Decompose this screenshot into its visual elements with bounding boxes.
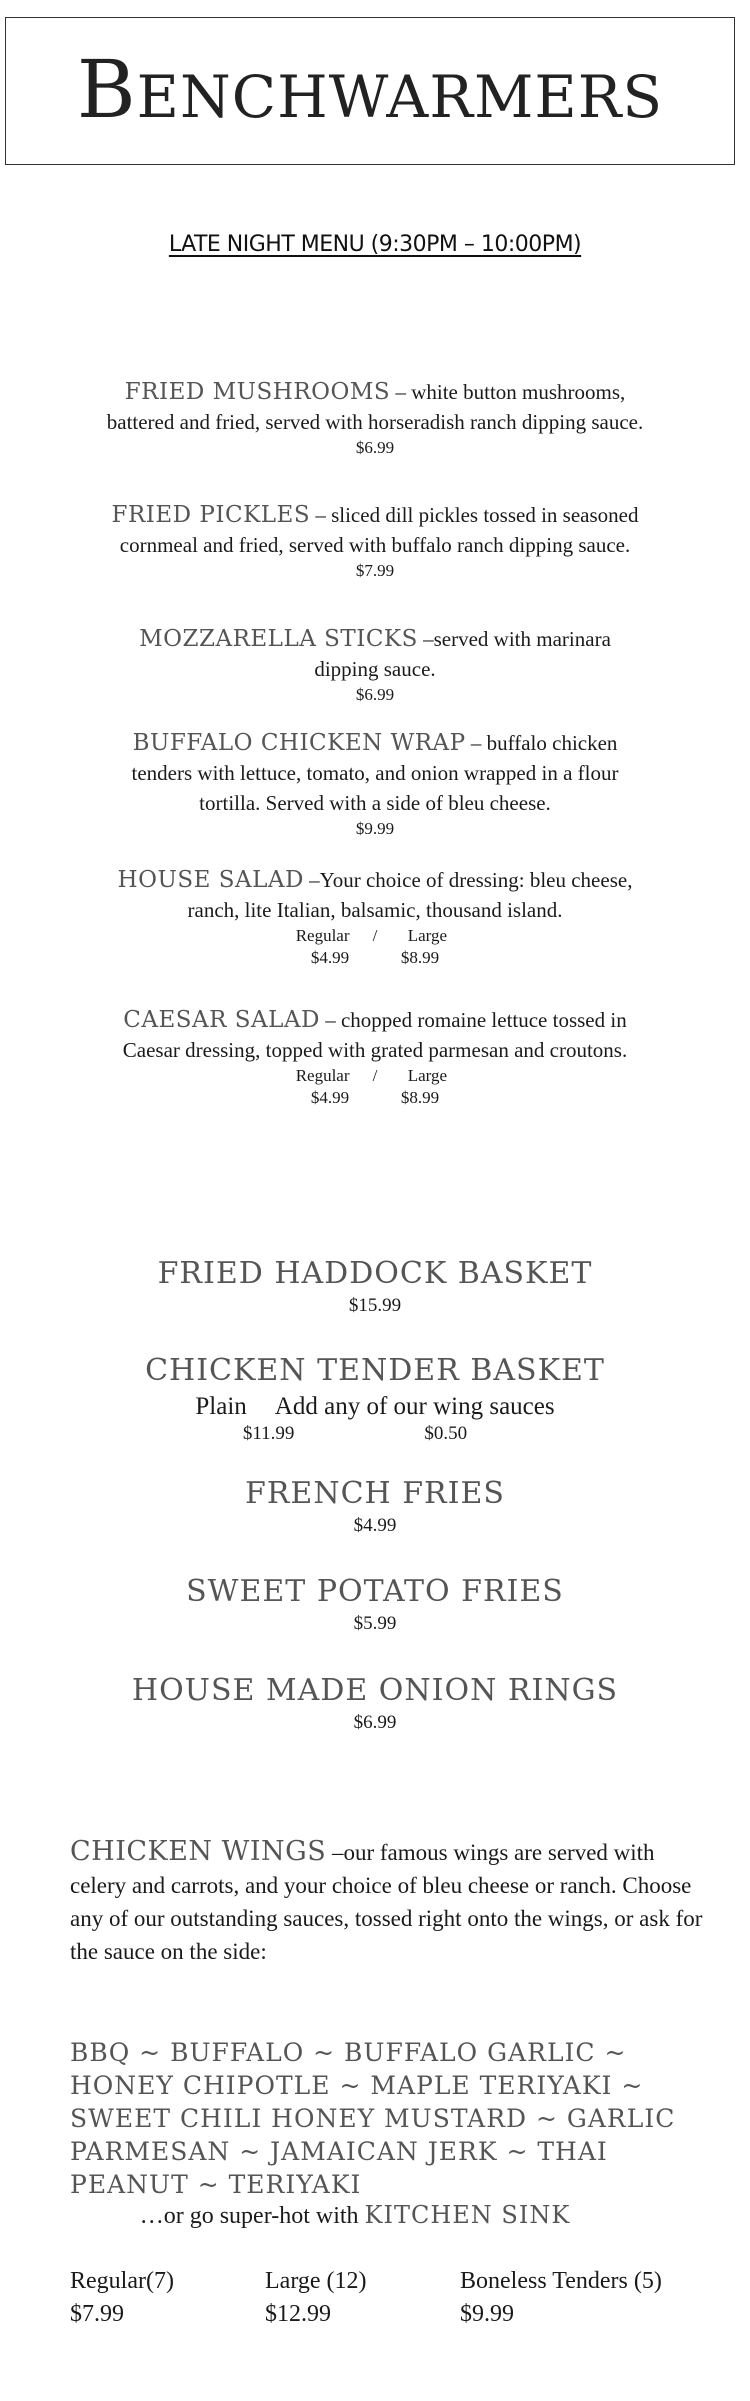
item-desc: – white button mushrooms, battered and fried, served with horseradish ranch dipping sauce. [106,380,644,434]
price-sauce: $0.50 [424,1423,468,1444]
item-price: $15.99 [348,1295,402,1316]
size-prices [105,1087,645,1109]
menu-item-house-salad [105,865,645,969]
wing-size-label: Large (12) [265,2268,367,2294]
wing-size-price: $12.99 [265,2301,331,2327]
size-labels [105,1065,645,1087]
menu-item-buffalo-chicken-wrap [105,728,645,840]
size-regular-label: Regular [295,926,350,945]
size-large-label: Large [407,1066,448,1085]
item-price: $6.99 [355,438,395,457]
size-prices [105,947,645,969]
item-name: SWEET POTATO FRIES [186,1574,564,1609]
option-sauce: Add any of our wing sauces [274,1393,555,1420]
wing-size-price: $9.99 [460,2301,514,2327]
wing-sauces: BBQ ~ BUFFALO ~ BUFFALO GARLIC ~ HONEY CHIPOTLE ~ MAPLE TERIYAKI ~ SWEET CHILI HONEY MUSTARD ~ GARLIC PARMESAN ~ JAMAICAN JERK ~ THAI PEANUT ~ TERIYAKI [70,2038,676,2199]
wing-size-large [265,2265,460,2331]
title-box [5,17,735,165]
price-large: $8.99 [400,948,440,967]
size-divider: / [372,926,378,945]
item-price: $6.99 [355,685,395,704]
title-initial: B [76,43,137,136]
tender-prices [0,1422,750,1446]
wing-prices [70,2265,720,2331]
super-hot-prefix: …or go super-hot with [139,2203,365,2229]
item-name: MOZZARELLA STICKS [139,626,418,652]
size-divider: / [372,1066,378,1085]
super-hot-line [0,2200,750,2231]
item-price: $9.99 [355,819,395,838]
option-plain: Plain [195,1393,247,1420]
item-name: HOUSE MADE ONION RINGS [131,1673,619,1708]
wing-size-regular [70,2265,265,2331]
menu-item-french-fries [0,1475,750,1539]
item-desc: –served with marinara dipping sauce. [314,627,611,681]
restaurant-title [6,43,734,136]
item-desc: – chopped romaine lettuce tossed in Caesar dressing, topped with grated parmesan and croutons. [122,1008,628,1062]
menu-item-fried-mushrooms [105,377,645,459]
item-price: $6.99 [353,1712,397,1733]
item-name: FRIED HADDOCK BASKET [157,1256,593,1291]
wing-size-label: Regular(7) [70,2268,174,2294]
item-desc: –our famous wings are served with celery and carrots, and your choice of bleu cheese or ranch. Choose any of our outstanding sauces, tossed right onto the wings, or ask for the sauce on the side: [70,1840,703,1964]
item-name: FRIED PICKLES [111,502,311,528]
menu-item-fried-haddock-basket [0,1255,750,1319]
menu-item-chicken-wings [70,1835,710,1968]
item-price: $5.99 [353,1613,397,1634]
item-price: $7.99 [355,561,395,580]
size-large-label: Large [407,926,448,945]
item-name: CAESAR SALAD [123,1007,320,1033]
menu-item-onion-rings [0,1672,750,1736]
menu-item-sweet-potato-fries [0,1573,750,1637]
price-large: $8.99 [400,1088,440,1107]
item-name: FRENCH FRIES [245,1476,505,1511]
kitchen-sink-name: KITCHEN SINK [364,2201,571,2229]
tender-options [0,1392,750,1422]
item-name: HOUSE SALAD [117,867,304,893]
price-regular: $4.99 [310,948,350,967]
size-labels [105,925,645,947]
menu-item-caesar-salad [105,1005,645,1109]
size-regular-label: Regular [295,1066,350,1085]
title-rest: ENCHWARMERS [136,63,664,131]
item-price: $4.99 [353,1515,397,1536]
item-desc: –Your choice of dressing: bleu cheese, ranch, lite Italian, balsamic, thousand island. [187,868,633,922]
wing-size-label: Boneless Tenders (5) [460,2268,662,2294]
item-desc: – buffalo chicken tenders with lettuce, tomato, and onion wrapped in a flour tortilla. Served with a side of bleu cheese. [131,731,619,815]
menu-item-fried-pickles [105,500,645,582]
item-name: FRIED MUSHROOMS [124,379,391,405]
item-name: BUFFALO CHICKEN WRAP [132,730,466,756]
item-desc: – sliced dill pickles tossed in seasoned cornmeal and fried, served with buffalo ranch dipping sauce. [119,503,639,557]
price-plain: $11.99 [242,1423,295,1444]
price-regular: $4.99 [310,1088,350,1107]
item-name: CHICKEN WINGS [70,1836,327,1867]
wing-size-price: $7.99 [70,2301,124,2327]
menu-heading: LATE NIGHT MENU (9:30PM – 10:00PM) [168,232,582,257]
wing-size-boneless [460,2265,720,2331]
item-name: CHICKEN TENDER BASKET [145,1353,605,1388]
menu-item-chicken-tender-basket [0,1352,750,1446]
menu-item-mozzarella-sticks [105,624,645,706]
